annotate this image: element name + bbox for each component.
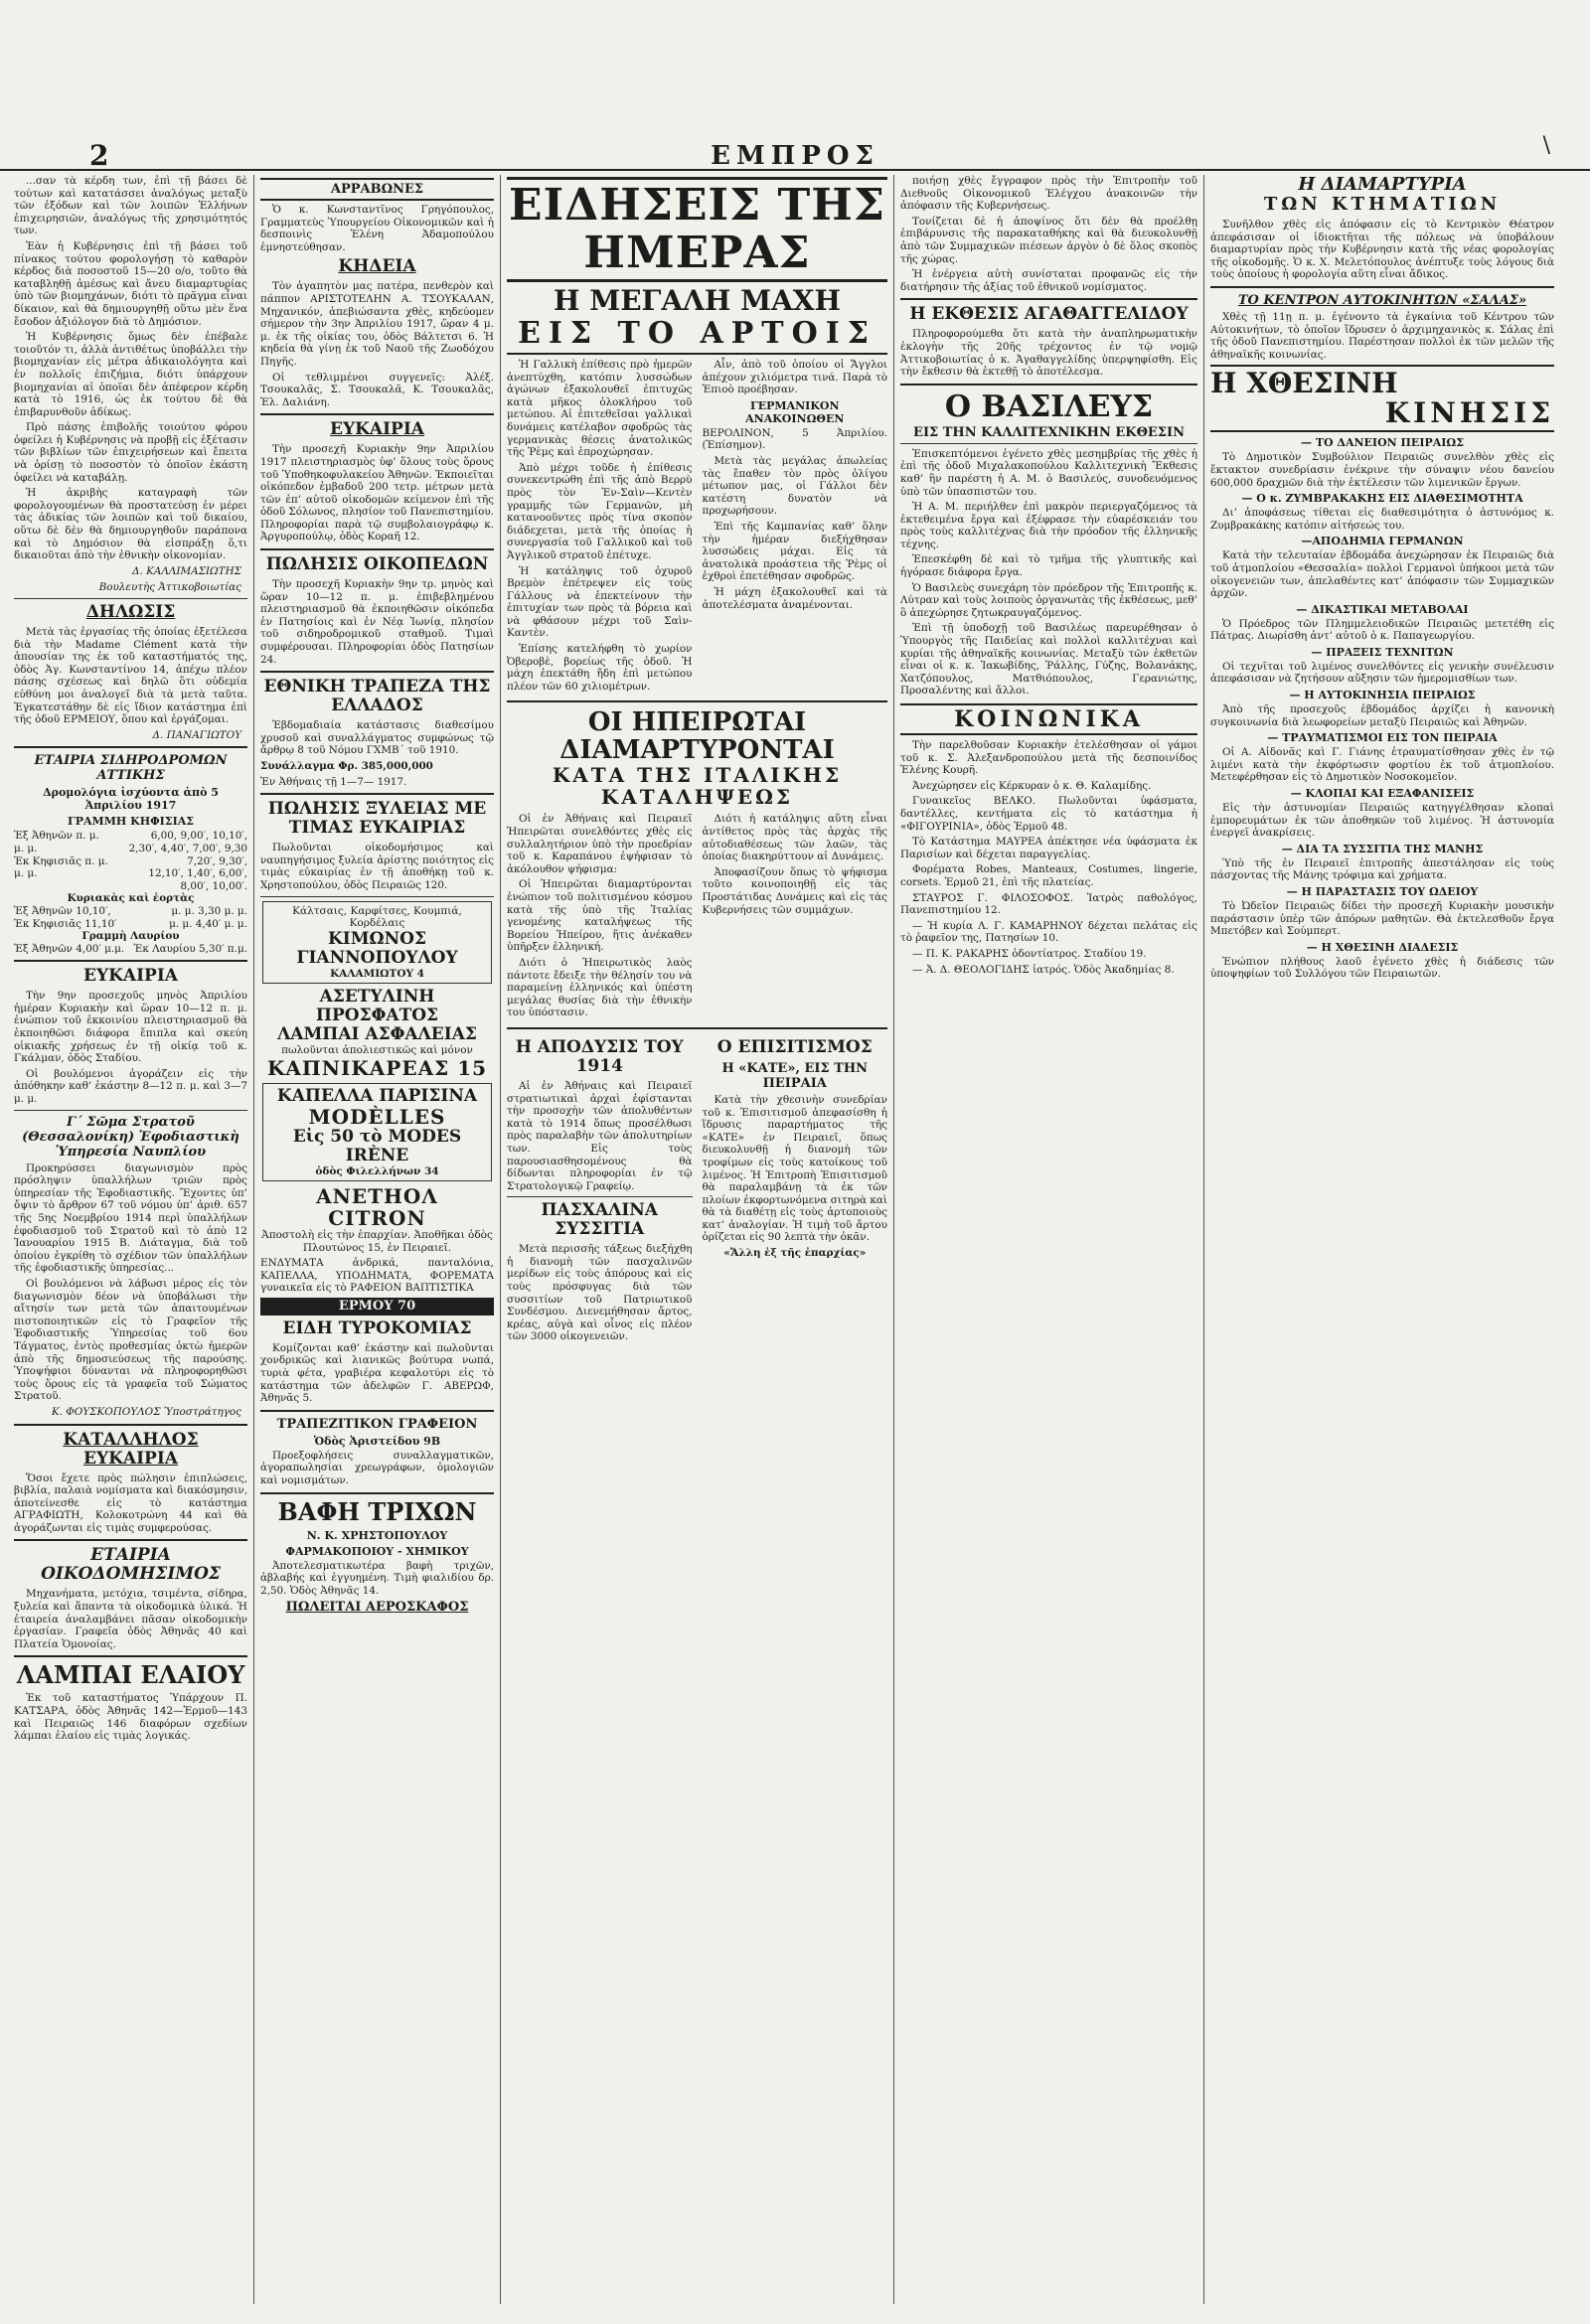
- column-2: ΑΡΡΑΒΩΝΕΣ Ὁ κ. Κωνσταντῖνος Γρηγόπουλος, Γραμματεὺς Ὑπουργείου Οἰκονομικῶν καὶ ἡ δεσποινὶς Ἑλένη Ἀδαμοπούλου ἐμνηστεύθησαν. ΚΗΔΕΙΑ Τὸν ἀγαπητὸν μας πατέρα, πενθερὸν καὶ πάππον ΑΡΙΣΤΟΤΕΛΗΝ Α. ΤΣΟΥΚΑΛΑΝ, Μηχανικόν, ἀπεβιώσαντα χθὲς, κηδεύομεν σήμερον τὴν 3ην Ἀπριλίου 1917, ὥραν 4 μ. μ. ἐκ τῆς οἰκίας του, ὁδὸς Βάλτετσι 6. Ἡ κηδεία θὰ γίνῃ ἐκ τοῦ Ναοῦ τῆς Ζωοδόχου Πηγῆς. Οἱ τεθλιμμένοι συγγενεῖς: Ἀλέξ. Τσουκαλᾶς, Σ. Τσουκαλᾶ, Κ. Τσουκαλᾶς, Ἑλ. Δαλιάνη. ΕΥΚΑΙΡΙΑ Τὴν προσεχῆ Κυριακὴν 9ην Ἀπριλίου 1917 πλειστηριασμὸς ὑφ’ ὅλους τοὺς ὅρους τοῦ Ὑποθηκοφυλακείου Ἀθηνῶν. Ἐκποιεῖται οἰκόπεδον ἐμβαδοῦ 200 τετρ. μέτρων μετὰ τῶν ἐπ’ αὐτοῦ οἰκοδομῶν κείμενον ἐπὶ τῆς ὁδοῦ Σόλωνος, πλησίον τοῦ Πανεπιστημίου. Πληροφορίαι παρὰ τῷ συμβολαιογράφῳ κ. Ἀργυροπούλῳ, ὁδὸς Κοραῆ 12. ΠΩΛΗΣΙΣ ΟΙΚΟΠΕΔΩΝ Τὴν προσεχῆ Κυριακὴν 9ην τρ. μηνὸς καὶ ὥραν 10—12 π. μ. ἐπιβεβλημένου πλειστηριασμοῦ θὰ ἐκποιηθῶσιν οἰκόπεδα ἐν Πατησίοις καὶ ἐν Νέᾳ Ἰωνίᾳ, πλησίον τοῦ σιδηροδρομικοῦ σταθμοῦ. Τιμαὶ συμφέρουσαι. Πληροφορίαι ὁδὸς Πατησίων 24. ΕΘΝΙΚΗ ΤΡΑΠΕΖΑ ΤΗΣ ΕΛΛΑΔΟΣ Ἐβδομαδιαία κατάστασις διαθεσίμου χρυσοῦ καὶ συναλλάγματος συμφώνως τῷ ἄρθρῳ 8 τοῦ Νόμου ΓΧΜΒ΄ τοῦ 1910. Συνάλλαγμα Φρ. 385,000,000 Ἐν Ἀθήναις τῇ 1—7— 1917. ΠΩΛΗΣΙΣ ΞΥΛΕΙΑΣ ΜΕ ΤΙΜΑΣ ΕΥΚΑΙΡΙΑΣ Πωλοῦνται οἰκοδομήσιμος καὶ ναυπηγήσιμος ξυλεία ἀρίστης ποιότητος εἰς τιμὰς εὐκαιρίας ἐν τῇ ἀποθήκῃ τοῦ κ. Χρηστοπούλου, ὁδὸς Πειραιῶς 120. Κάλτσαις, Καρφίτσες, Κουμπιά, Κορδέλαις ΚΙΜΩΝΟΣ ΓΙΑΝΝΟΠΟΥΛΟΥ ΚΑΛΑΜΙΩΤΟΥ 4 ΑΣΕΤΥΛΙΝΗ ΠΡΟΣΦΑΤΟΣ ΛΑΜΠΑΙ ΑΣΦΑΛΕΙΑΣ πωλοῦνται ἀπολιεστικῶς καὶ μόνον ΚΑΠΝΙΚΑΡΕΑΣ 15 ΚΑΠΕΛΛΑ ΠΑΡΙΣΙΝΑ MODÈLLES Εἰς 50 τὸ MODES IRÈNE ὁδὸς Φιλελλήνων 34 ΑΝΕΤΗΟΛ CITRON Ἀποστολὴ εἰς τὴν ἐπαρχίαν. Ἀποθῆκαι ὁδὸς Πλουτώνος 15, ἐν Πειραιεῖ. ΕΝΔΥΜΑΤΑ ἀνδρικά, πανταλόνια, ΚΑΠΕΛΛΑ, ΥΠΟΔΗΜΑΤΑ, ΦΟΡΕΜΑΤΑ γυναικεῖα εἰς τὸ ΡΑΦΕΙΟΝ ΒΑΠΤΙΣΤΙΚΑ ΕΡΜΟΥ 70 ΕΙΔΗ ΤΥΡΟΚΟΜΙΑΣ Κομίζονται καθ’ ἑκάστην καὶ πωλοῦνται χονδρικῶς καὶ λιανικῶς βούτυρα νωπά, τυριὰ φέτα, γραβιέρα κεφαλοτύρι εἰς τὸ κατάστημα τῶν ἀδελφῶν Γ. ΑΒΕΡΩΦ, Ἀθηνᾶς 5. ΤΡΑΠΕΖΙΤΙΚΟΝ ΓΡΑΦΕΙΟΝ Ὁδὸς Ἀριστείδου 9Β Προεξοφλήσεις συναλλαγματικῶν, ἀγοραπωλησίαι χρεωγράφων, ὁμολογιῶν καὶ νομισμάτων. ΒΑΦΗ ΤΡΙΧΩΝ Ν. Κ. ΧΡΗΣΤΟΠΟΥΛΟΥ ΦΑΡΜΑΚΟΠΟΙΟΥ - ΧΗΜΙΚΟΥ Ἀποτελεσματικωτέρα βαφὴ τριχῶν, ἀβλαβής καὶ ἐγγυημένη. Τιμὴ φιαλιδίου δρ. 2,50. Ὁδὸς Ἀθηνᾶς 14. ΠΩΛΕΙΤΑΙ ΑΕΡΟΣΚΑΦΟΣ: [254, 175, 501, 2304]
- heading-arravones: ΑΡΡΑΒΩΝΕΣ: [260, 178, 494, 201]
- paragraph: Ἡ ἐνέργεια αὐτὴ συνίσταται προφανῶς εἰς τὴν διατήρησιν τῆς ἀξίας τοῦ ἐθνικοῦ νομίσματος.: [900, 268, 1197, 293]
- paragraph: Κατὰ τὴν χθεσινὴν συνεδρίαν τοῦ κ. Ἐπισιτισμοῦ ἀπεφασίσθη ἡ ἵδρυσις παραρτήματος τῆς «ΚΑΤΕ» ἐν Πειραιεῖ, ὅπως διευκολυνθῇ ἡ διανομὴ τῶν τροφίμων εἰς τοὺς κατοίκους τοῦ λιμένος. Ἡ Ἐπιτροπὴ Ἐπισιτισμοῦ θὰ παραλαμβάνῃ τὰ ἐκ τῶν πλοίων ἐκφορτωνόμενα σιτηρὰ καὶ θὰ τὰ διαθέτῃ εἰς τοὺς ἀρτοποιοὺς κατ’ ἀναλογίαν. Ἡ τιμὴ τοῦ ἄρτου ὁρίζεται εἰς 90 λεπτὰ τὴν ὀκᾶν.: [702, 1093, 887, 1244]
- timetable-row: Γραμμὴ Λαυρίου: [81, 930, 180, 943]
- item-heading: — ΚΛΟΠΑΙ ΚΑΙ ΕΞΑΦΑΝΙΣΕΙΣ: [1290, 787, 1475, 801]
- item-heading: — ΔΙΑ ΤΑ ΣΥΣΣΙΤΙΑ ΤΗΣ ΜΑΝΗΣ: [1281, 842, 1484, 855]
- headline-kinisis: ΚΙΝΗΣΙΣ: [1210, 398, 1554, 432]
- signature: Δ. ΠΑΝΑΓΙΩΤΟΥ: [152, 728, 241, 741]
- paragraph: Ὁ κ. Κωνσταντῖνος Γρηγόπουλος, Γραμματεὺς Ὑπουργείου Οἰκονομικῶν καὶ ἡ δεσποινὶς Ἑλένη Ἀδαμοπούλου ἐμνηστεύθησαν.: [260, 204, 494, 253]
- paragraph: Γυναικεῖος ΒΕΛΚΟ. Πωλοῦνται ὑφάσματα, δαντέλλες, κεντήματα εἰς τὸ κατάστημα ἡ «ΦΙΓΟΥΡΙΝΙΑ», ὁδὸς Ἑρμοῦ 48.: [900, 795, 1197, 833]
- paragraph: Ὁ Βασιλεὺς συνεχάρη τὸν πρόεδρον τῆς Ἐπιτροπῆς κ. Λύτραν καὶ τοὺς λοιποὺς ὀργανωτὰς τῆς ἐκθέσεως, μεθ’ ὃ ἀπεχώρησε ζητωκραυγαζόμενος.: [900, 581, 1197, 619]
- headline-ipirotai: ΟΙ ΗΠΕΙΡΩΤΑΙ ΔΙΑΜΑΡΤΥΡΟΝΤΑΙ: [559, 707, 835, 766]
- ad-asetylini: ΑΣΕΤΥΛΙΝΗ ΠΡΟΣΦΑΤΟΣ ΛΑΜΠΑΙ ΑΣΦΑΛΕΙΑΣ πωλοῦνται ἀπολιεστικῶς καὶ μόνον ΚΑΠΝΙΚΑΡΕΑΣ 15: [266, 987, 488, 1080]
- heading-trapezitikon: ΤΡΑΠΕΖΙΤΙΚΟΝ ΓΡΑΦΕΙΟΝ: [276, 1416, 478, 1432]
- paragraph: Ἐπισκεπτόμενοι ἐγένετο χθὲς μεσημβρίας τῆς χθὲς ἡ ἐπὶ τῆς ὁδοῦ Μιχαλακοπούλου Καλλιτεχνικὴ Ἔκθεσις καθ’ ἣν παρέστη ἡ Α. Μ. ὁ Βασιλεύς, συνοδευόμενος ὑπὸ τῶν ὑπασπιστῶν του.: [900, 447, 1197, 498]
- battle-story: [507, 359, 887, 696]
- timetable-row: μ. μ. 2,30′, 4,40′, 7,00′, 9,30: [14, 842, 247, 854]
- paragraph: Ἡ ἀκριβὴς καταγραφὴ τῶν φορολογουμένων θὰ προστατεύσῃ ἐν μέρει τὰς ἀδικίας τῶν λοιπῶν καὶ τοῦ δικαίου, οὕτω δὲ δὲν θὰ δημιουργηθοῦν παράπονα καὶ τὸ Δημόσιον θὰ εἰσπράξῃ ὅ,τι δικαιοῦται ἀπὸ τὴν ἐθνικὴν οἰκονομίαν.: [14, 487, 247, 562]
- signature-title: Βουλευτὴς Ἀττικοβοιωτίας: [98, 581, 241, 594]
- paragraph: Ἡ κατάληψις τοῦ ὀχυροῦ Βρεμὸν ἐπέτρεψεν εἰς τοὺς Γάλλους νὰ ἐπεκτείνουν τὴν ἐπιτυχίαν των πρὸς τὰ βόρεια καὶ νὰ φθάσουν μέχρι τοῦ Σαὶν-Καντὲν.: [507, 564, 693, 640]
- heading-vafi: ΒΑΦΗ ΤΡΙΧΩΝ: [277, 1496, 477, 1526]
- heading-kideia: ΚΗΔΕΙΑ: [338, 256, 416, 277]
- paragraph: — Ἀ. Δ. ΘΕΟΛΟΓΙΔΗΣ ἰατρός. Ὁδὸς Ἀκαδημίας 8.: [912, 963, 1175, 976]
- heading-tyrokomia: ΕΙΔΗ ΤΥΡΟΚΟΜΙΑΣ: [282, 1317, 472, 1338]
- heading-troops: Γ΄ Σῶμα Στρατοῦ (Θεσσαλονίκη) Ἐφοδιαστικὴ Ὑπηρεσία Ναυπλίου: [22, 1114, 239, 1160]
- page-number: 2: [89, 139, 109, 172]
- headline-king: Ο ΒΑΣΙΛΕΥΣ: [944, 388, 1154, 424]
- heading-dilosis: ΔΗΛΩΣΙΣ: [85, 602, 176, 622]
- paragraph: Πρὸ πάσης ἐπιβολῆς τοιούτου φόρου ὀφείλει ἡ Κυβέρνησις νὰ προβῇ εἰς ἐξέτασιν τῶν βιβλίων τῶν ἐπιχειρήσεων καὶ ἔπειτα νὰ ὁρίσῃ τὸ ποσοστὸν τὸ ὁποῖον ἐκάστη ὀφείλει νὰ καταβάλῃ.: [14, 421, 247, 484]
- column-3: [501, 175, 894, 2304]
- timetable-row: Ἐκ Κηφισιᾶς π. μ. 7,20′, 9,30′,: [14, 854, 247, 867]
- headline: Η ΜΕΓΑΛΗ ΜΑΧΗ: [554, 284, 841, 317]
- ipirotai-story: [507, 813, 887, 1022]
- paragraph: Ἀνεχώρησεν εἰς Κέρκυραν ὁ κ. Θ. Καλαμίδης.: [912, 779, 1152, 792]
- col1-intro: [14, 175, 247, 562]
- heading-katallilos: ΚΑΤΑΛΛΗΛΟΣ ΕΥΚΑΙΡΙΑ: [63, 1429, 199, 1469]
- paragraph: Χθὲς τῇ 11ῃ π. μ. ἐγένοντο τὰ ἐγκαίνια τοῦ Κέντρου τῶν Αὐτοκινήτων, τὸ ὁποῖον ἵδρυσεν ὁ ἀρχιμηχανικὸς κ. Σάλας ἐπὶ τῆς ὁδοῦ Πανεπιστημίου. Παρέστησαν πολλοὶ ἐκ τῶν μελῶν τῆς ἀθηναϊκῆς κοινωνίας.: [1210, 310, 1554, 361]
- heading-etairia: ΕΤΑΙΡΙΑ ΟΙΚΟΔΟΜΗΣΙΜΟΣ: [41, 1545, 221, 1585]
- paragraph: Οἱ Α. Αἰδονᾶς καὶ Γ. Γιάνης ἐτραυματίσθησαν χθὲς ἐν τῷ λιμένι κατὰ τὴν ἐκφόρτωσιν φορτίου ἐκ τοῦ ἀτμοπλοίου. Μετεφέρθησαν εἰς τὸ Δημοτικὸν Νοσοκομεῖον.: [1210, 746, 1554, 784]
- timetable-row: Ἐξ Ἀθηνῶν π. μ. 6,00, 9,00′, 10,10′,: [14, 830, 247, 843]
- paragraph: ΕΝΔΥΜΑΤΑ ἀνδρικά, πανταλόνια, ΚΑΠΕΛΛΑ, ΥΠΟΔΗΜΑΤΑ, ΦΟΡΕΜΑΤΑ γυναικεῖα εἰς τὸ ΡΑΦΕΙΟΝ ΒΑΠΤΙΣΤΙΚΑ: [260, 1257, 494, 1295]
- item-heading: — ΤΡΑΥΜΑΤΙΣΜΟΙ ΕΙΣ ΤΟΝ ΠΕΙΡΑΙΑ: [1267, 731, 1498, 745]
- heading-aeroskafos: ΠΩΛΕΙΤΑΙ ΑΕΡΟΣΚΑΦΟΣ: [285, 1600, 469, 1616]
- paragraph: Προεξοφλήσεις συναλλαγματικῶν, ἀγοραπωλησίαι χρεωγράφων, ὁμολογιῶν καὶ νομισμάτων.: [260, 1449, 494, 1486]
- paragraph: Οἱ τεθλιμμένοι συγγενεῖς: Ἀλέξ. Τσουκαλᾶς, Σ. Τσουκαλᾶ, Κ. Τσουκαλᾶς, Ἑλ. Δαλιάνη.: [260, 371, 494, 408]
- paragraph: Ἡ μάχη ἐξακολουθεῖ καὶ τὰ ἀποτελέσματα ἀναμένονται.: [702, 585, 887, 611]
- item-heading: — ΠΡΑΞΕΙΣ ΤΕΧΝΙΤΩΝ: [1311, 645, 1454, 659]
- paragraph: Ἐὰν ἡ Κυβέρνησις ἐπὶ τῇ βάσει τοῦ πίνακος τούτου φορολογήσῃ τὸ καθαρὸν κέρδος διὰ ποσοστοῦ 15—20 ο/ο, τοῦτο θὰ καταβληθῇ ἀμέσως καὶ ἄνευ διαμαρτυρίας ὑπὸ τῶν βιομηχάνων, διότι τὸ πρᾶγμα εἶναι δίκαιον, καὶ θὰ δημιουργηθῇ οὕτω μὲν ἕνα ἔσοδον ἀξιόλογον διὰ τὸ Δημόσιον.: [14, 239, 247, 328]
- paragraph: Εἰς τὴν ἀστυνομίαν Πειραιῶς κατηγγέλθησαν κλοπαὶ ἐμπορευμάτων ἐκ τῶν ἀποθηκῶν τοῦ λιμένος. Ἡ ἀστυνομία ἐνεργεῖ ἀνακρίσεις.: [1210, 802, 1554, 840]
- margin-mark: \: [1542, 133, 1550, 158]
- news-items: [1210, 436, 1554, 981]
- paragraph: Τὴν προσεχῆ Κυριακὴν 9ην τρ. μηνὸς καὶ ὥραν 10—12 π. μ. ἐπιβεβλημένου πλειστηριασμοῦ θὰ ἐκποιηθῶσιν οἰκόπεδα ἐν Πατησίοις καὶ ἐν Νέᾳ Ἰωνίᾳ, πλησίον τοῦ σιδηροδρομικοῦ σταθμοῦ. Τιμαὶ συμφέρουσαι. Πληροφορίαι ὁδὸς Πατησίων 24.: [260, 578, 494, 666]
- item-heading: — Η ΠΑΡΑΣΤΑΣΙΣ ΤΟΥ ΩΔΕΙΟΥ: [1286, 885, 1479, 898]
- paragraph: Ἐνώπιον πλήθους λαοῦ ἐγένετο χθὲς ἡ διάδεσις τῶν ὑποψηφίων τοῦ Συλλόγου τῶν Πειραιωτῶν.: [1210, 955, 1554, 981]
- paragraph: — Π. Κ. ΡΑΚΑΡΗΣ ὁδοντίατρος. Σταδίου 19.: [912, 947, 1147, 960]
- paragraph: Τὴν 9ην προσεχοῦς μηνὸς Ἀπριλίου ἡμέραν Κυριακὴν καὶ ὥραν 10—12 π. μ. ἐνώπιον τοῦ ἐκκοινίου πλειστηριασμοῦ θὰ ἐκποιηθῶσι διάφορα ἔπιπλα καὶ σκεύη οἰκιακῆς χρήσεως ἐν τῇ οἰκίᾳ τοῦ κ. Γκάλμαν, ὁδὸς Σταδίου.: [14, 990, 247, 1065]
- paragraph: Ὅσοι ἔχετε πρὸς πώλησιν ἐπιπλώσεις, βιβλία, παλαιὰ νομίσματα καὶ διακόσμησιν, ἀποτείνεσθε εἰς τὸ κατάστημα ΑΓΡΑΦΙΩΤΗ, Κολοκοτρώνη 44 καὶ θὰ ἀγοράζωνται εἰς τιμὰς συμφερούσας.: [14, 1472, 247, 1534]
- ad-anethol: ΑΝΕΤΗΟΛ CITRON Ἀποστολὴ εἰς τὴν ἐπαρχίαν. Ἀποθῆκαι ὁδὸς Πλουτώνος 15, ἐν Πειραιεῖ.: [261, 1184, 493, 1254]
- heading-polisis-oikopedon: ΠΩΛΗΣΙΣ ΟΙΚΟΠΕΔΩΝ: [265, 554, 489, 575]
- headline-apolysis: Η ΑΠΟΔΥΣΙΣ ΤΟΥ 1914: [515, 1036, 684, 1076]
- paragraph: Οἱ βουλόμενοι ἀγοράζειν εἰς τὴν ἀπόθηκην καθ’ ἑκάστην 8—12 π. μ. καὶ 3—7 μ. μ.: [14, 1067, 247, 1106]
- paragraph: Πωλοῦνται οἰκοδομήσιμος καὶ ναυπηγήσιμος ξυλεία ἀρίστης ποιότητος εἰς τιμὰς εὐκαιρίας ἐν τῇ ἀποθήκῃ τοῦ κ. Χρηστοπούλου, ὁδὸς Πειραιῶς 120.: [260, 842, 494, 891]
- headline-xthesini: Η ΧΘΕΣΙΝΗ: [1210, 365, 1554, 398]
- heading-eukairia-2: ΕΥΚΑΙΡΙΑ: [330, 419, 424, 440]
- shop-name: ΚΙΜΩΝΟΣ ΓΙΑΝΝΟΠΟΥΛΟΥ: [296, 928, 458, 968]
- paragraph: Οἱ ἐν Ἀθήναις καὶ Πειραιεῖ Ἠπειρῶται συνελθόντες χθὲς εἰς συλλαλητήριον ὑπὸ τὴν προεδρίαν τοῦ κ. Καραπάνου ἐψήφισαν τὸ ἀκόλουθον ψήφισμα:: [507, 813, 693, 875]
- ad-kapella: ΚΑΠΕΛΛΑ ΠΑΡΙΣΙΝΑ MODÈLLES Εἰς 50 τὸ MODES IRÈNE ὁδὸς Φιλελλήνων 34: [262, 1083, 492, 1182]
- paragraph: Οἱ τεχνῖται τοῦ λιμένος συνελθόντες εἰς γενικὴν συνέλευσιν ἀπεφάσισαν νὰ ζητήσουν αὔξησιν τῶν ἡμερομισθίων των.: [1210, 660, 1554, 686]
- paragraph: Διότι ἡ κατάληψις αὕτη εἶναι ἀντίθετος πρὸς τὰς ἀρχὰς τῆς αὐτοδιαθέσεως τῶν λαῶν, τὰς ὁποίας διακηρύττουν αἱ Δυνάμεις.: [702, 813, 887, 863]
- paragraph: Τὴν προσεχῆ Κυριακὴν 9ην Ἀπριλίου 1917 πλειστηριασμὸς ὑφ’ ὅλους τοὺς ὅρους τοῦ Ὑποθηκοφυλακείου Ἀθηνῶν. Ἐκποιεῖται οἰκόπεδον ἐμβαδοῦ 200 τετρ. μέτρων μετὰ τῶν ἐπ’ αὐτοῦ οἰκοδομῶν κείμενον ἐπὶ τῆς ὁδοῦ Σόλωνος, πλησίον τοῦ Πανεπιστημίου. Πληροφορίαι παρὰ τῷ συμβολαιογράφῳ κ. Ἀργυροπούλῳ, ὁδὸς Κοραῆ 12.: [260, 443, 494, 543]
- bank-figure: Συνάλλαγμα Φρ. 385,000,000: [260, 760, 433, 772]
- paragraph: — Ἡ κυρία Λ. Γ. ΚΑΜΑΡΗΝΟΥ δέχεται πελάτας εἰς τὸ ῥαφεῖον της, Πατησίων 10.: [900, 919, 1197, 945]
- timetable: [14, 830, 247, 955]
- paragraph: Ἐπὶ τῇ ὑποδοχῇ τοῦ Βασιλέως παρευρέθησαν ὁ Ὑπουργὸς τῆς Παιδείας καὶ πολλοὶ καλλιτέχναι καὶ κυρίαι τῆς ἀθηναϊκῆς κοινωνίας. Μεταξὺ τῶν ἐκθετῶν εἶναι οἱ κ. κ. Ἰακωβίδης, Ῥάλλης, Γύζης, Βολανάκης, Χατζόπουλος, Ματθιόπουλος, Γερανιώτης, Προσαλέντης καὶ ἄλλοι.: [900, 622, 1197, 697]
- timetable-row: Ἐξ Ἀθηνῶν 4,00′ μ.μ. Ἐκ Λαυρίου 5,30′ π.μ.: [14, 942, 247, 955]
- headline-kentron: ΤΟ ΚΕΝΤΡΟΝ ΑΥΤΟΚΙΝΗΤΩΝ «ΣΑΛΑΣ»: [1237, 292, 1527, 308]
- paragraph: Ἡ Α. Μ. περιήλθεν ἐπὶ μακρὸν περιεργαζόμενος τὰ ἐκτεθειμένα ἔργα καὶ ἐξέφρασε τὴν εὐαρέσκειάν του πρὸς τοὺς καλλιτέχνας διὰ τὴν πρόοδον τῆς ἑλληνικῆς τέχνης.: [900, 501, 1197, 550]
- headline-king-sub: ΕΙΣ ΤΗΝ ΚΑΛΛΙΤΕΧΝΙΚΗΝ ΕΚΘΕΣΙΝ: [900, 425, 1197, 444]
- headline-diamartyria-sub: ΤΩΝ ΚΤΗΜΑΤΙΩΝ: [1263, 194, 1502, 215]
- item-heading: — Η ΑΥΤΟΚΙΝΗΣΙΑ ΠΕΙΡΑΙΩΣ: [1289, 689, 1476, 702]
- paragraph: Πληροφορούμεθα ὅτι κατὰ τὴν ἀναπληρωματικὴν ἐκλογὴν τῆς 20ῆς τρέχοντος ἐν τῷ νομῷ Ἀττικοβοιωτίας ὁ κ. Ἀγαθαγγελίδης ὑπερψηφίσθη. Εἰς τὴν ἔκθεσιν θὰ ἐκτεθῇ τὸ ἀποτέλεσμα.: [900, 328, 1197, 379]
- bank-date: Ἐν Ἀθήναις τῇ 1—7— 1917.: [260, 775, 407, 788]
- timetable-row: Κυριακὰς καὶ ἑορτὰς: [67, 892, 195, 905]
- column-1: [8, 175, 254, 2304]
- column-5: [1204, 175, 1560, 2304]
- paragraph: Τὸ Κατάστημα ΜΑΥΡΕΑ ἀπέκτησε νέα ὑφάσματα ἐκ Παρισίων καὶ δέχεται παραγγελίας.: [900, 836, 1197, 860]
- heading-rail: ΕΤΑΙΡΙΑ ΣΙΔΗΡΟΔΡΟΜΩΝ ΑΤΤΙΚΗΣ: [34, 753, 228, 784]
- paragraph: Ὑπὸ τῆς ἐν Πειραιεῖ ἐπιτροπῆς ἀπεστάλησαν εἰς τοὺς πάσχοντας τῆς Μάνης τρόφιμα καὶ χρήματα.: [1210, 856, 1554, 882]
- section-title: ΕΙΔΗΣΕΙΣ ΤΗΣ ΗΜΕΡΑΣ: [507, 177, 887, 282]
- ad-ermou: ΕΡΜΟΥ 70: [260, 1298, 494, 1316]
- paragraph: Τὸ Ὠδεῖον Πειραιῶς δίδει τὴν προσεχῆ Κυριακὴν μουσικὴν παράστασιν ὑπὲρ τῶν ἀπόρων μαθητῶν. Θὰ ἐκτελεσθοῦν ἔργα Μπετόβεν καὶ Σούμπερτ.: [1210, 900, 1554, 938]
- paragraph: «Ἄλλη ἐξ τῆς ἐπαρχίας»: [723, 1247, 867, 1260]
- paragraph: Διότι ὁ Ἠπειρωτικὸς λαὸς πάντοτε ἔδειξε τὴν θέλησίν του νὰ παραμείνῃ ἑλληνικός καὶ ὑπέστη μεγάλας θυσίας διὰ τὴν ἐθνικὴν του ὑπόστασιν.: [507, 956, 693, 1019]
- paragraph: Δι’ ἀποφάσεως τίθεται εἰς διαθεσιμότητα ὁ ἀστυνόμος κ. Ζυμβρακάκης κατόπιν αἰτήσεώς του.: [1210, 507, 1554, 532]
- page-header: [0, 133, 1590, 172]
- paragraph: Ἐβδομαδιαία κατάστασις διαθεσίμου χρυσοῦ καὶ συναλλάγματος συμφώνως τῷ ἄρθρῳ 8 τοῦ Νόμου ΓΧΜΒ΄ τοῦ 1910.: [260, 719, 494, 757]
- headline-epistismos: Ο ΕΠΙΣΙΤΙΣΜΟΣ: [716, 1036, 873, 1057]
- lower-stories: [507, 1034, 887, 1346]
- paragraph: Ἡ Κυβέρνησις ὅμως δὲν ἐπέβαλε τοιοῦτόν τι, ἀλλὰ ἀντιθέτως ὑποβάλλει τὴν βιομηχανίαν εἰς μέτρα ἀδικαιολόγητα καὶ ἐν πολλοῖς ἐπιζήμια, διότι ὑπάρχουν βιομηχανίαι αἱ ὁποῖαι δὲν ἀπέφερον κέρδη κατὰ τὸ 1916, ὡς ἐκ τούτου δὲ θὰ ἐπιβαρυνθοῦν ἀδίκως.: [14, 331, 247, 418]
- paragraph: ΣΤΑΥΡΟΣ Γ. ΦΙΛΟΣΟΦΟΣ. Ἰατρὸς παθολόγος, Πανεπιστημίου 12.: [900, 891, 1197, 917]
- headline-diamartyria: Η ΔΙΑΜΑΡΤΥΡΙΑ: [1298, 175, 1467, 195]
- paragraph: Αἱ ἐν Ἀθήναις καὶ Πειραιεῖ στρατιωτικαὶ ἀρχαὶ ἐφίστανται τὴν προσοχὴν τῶν ἀπολυθέντων κατὰ τὸ 1914 ὅπως προσέλθωσι πρὸς παραλαβὴν τῶν ἀπολυτηρίων των. Εἰς τοὺς παρουσιασθησομένους θὰ δίδωνται πληροφορίαι ἐν τῷ Στρατολογικῷ Γραφείῳ.: [507, 1079, 693, 1192]
- item-heading: —ΑΠΟΔΗΜΙΑ ΓΕΡΜΑΝΩΝ: [1301, 535, 1464, 548]
- paragraph: Τὸ Δημοτικὸν Συμβούλιον Πειραιῶς συνελθὸν χθὲς εἰς ἔκτακτον συνεδρίασιν ἐνέκρινε τὴν σύναψιν νέου δανείου 600,000 δραχμῶν διὰ τὴν ἐκτέλεσιν τῶν λιμενικῶν ἔργων.: [1210, 451, 1554, 489]
- item-heading: — Η ΧΘΕΣΙΝΗ ΔΙΑΔΕΣΙΣ: [1306, 940, 1459, 954]
- paragraph: ποιήσῃ χθὲς ἔγγραφον πρὸς τὴν Ἐπιτροπὴν τοῦ Διεθνοῦς Οἰκονομικοῦ Ἐλέγχου ἀνακοινῶν τὴν ἀπόφασιν τῆς Κυβερνήσεως.: [900, 175, 1197, 213]
- signature: Κ. ΦΟΥΣΚΟΠΟΥΛΟΣ Ὑποστράτηγος: [51, 1405, 241, 1418]
- paragraph: Μηχανήματα, μετόχια, τσιμέντα, σίδηρα, ξυλεία καὶ ἅπαντα τὰ οἰκοδομικὰ ὑλικά. Ἡ ἐταιρεία ἀναλαμβάνει πᾶσαν οἰκοδομικὴν ἐργασίαν. Γραφεῖα ὁδὸς Ἀθηνᾶς 40 καὶ Πλατεία Ὁμονοίας.: [14, 1588, 247, 1650]
- paragraph: Οἱ Ἠπειρῶται διαμαρτύρονται ἐνώπιον τοῦ πολιτισμένου κόσμου κατὰ τῆς ὑπὸ τῆς Ἰταλίας γενομένης καταλήψεως τῆς Βορείου Ἠπείρου, ἥτις ἀνέκαθεν ὑπῆρξεν ἑλληνική.: [507, 878, 693, 954]
- headline-ipirotai-sub: ΚΑΤΑ ΤΗΣ ΙΤΑΛΙΚΗΣ ΚΑΤΑΛΗΨΕΩΣ: [552, 763, 843, 810]
- paragraph: Ἡ Γαλλικὴ ἐπίθεσις πρὸ ἡμερῶν ἀνεπτύχθη, κατόπιν λυσσώδων ἀγώνων ἐξακολουθεῖ ἐπιτυχῶς κατὰ μῆκος ὁλοκλήρου τοῦ μετώπου. Αἱ ἐπιτεθεῖσαι γαλλικαὶ δυνάμεις κατέλαβον σφοδρῶς τὰς γερμανικὰς θέσεις ἀνατολικῶς τῆς Ῥὲμς καὶ ἐπροχώρησαν.: [507, 359, 693, 459]
- paragraph: ...σαν τὰ κέρδη των, ἐπὶ τῇ βάσει δὲ τούτων καὶ κατατάσσει ἀναλόγως μεταξὺ τῶν ἐξόδων καὶ τῶν λοιπῶν Ἑλλήνων ἐπιχειρησιῶν, ἀναλόγως τῆς χρησιμότητός των.: [14, 175, 247, 237]
- paragraph: Ἐπὶ τῆς Καμπανίας καθ’ ὅλην τὴν ἡμέραν διεξήχθησαν λυσσώδεις μάχαι. Εἰς τὰ ἀνατολικὰ προάστεια τῆς Ῥὲμς οἱ ἐχθροὶ ἐπετέθησαν σφοδρῶς.: [702, 520, 887, 583]
- subheading: ΓΕΡΜΑΝΙΚΟΝ ΑΝΑΚΟΙΝΩΘΕΝ: [745, 398, 845, 425]
- paragraph: Ἀπὸ τῆς προσεχοῦς ἑβδομάδος ἀρχίζει ἡ κανονικὴ συγκοινωνία διὰ λεωφορείων μεταξὺ Πειραιῶς καὶ Ἀθηνῶν.: [1210, 703, 1554, 728]
- paragraph: Κομίζονται καθ’ ἑκάστην καὶ πωλοῦνται χονδρικῶς καὶ λιανικῶς βούτυρα νωπά, τυριὰ φέτα, γραβιέρα κεφαλοτύρι εἰς τὸ κατάστημα τῶν ἀδελφῶν Γ. ΑΒΕΡΩΦ, Ἀθηνᾶς 5.: [260, 1341, 494, 1405]
- paragraph: Φορέματα Robes, Manteaux, Costumes, lingerie, corsets. Ἐρμοῦ 21, ἐπὶ τῆς πλατείας.: [900, 863, 1197, 888]
- heading-ethniki-trapeza: ΕΘΝΙΚΗ ΤΡΑΠΕΖΑ ΤΗΣ ΕΛΛΑΔΟΣ: [263, 677, 491, 716]
- heading-lampai: ΛΑΜΠΑΙ ΕΛΑΙΟΥ: [16, 1660, 245, 1690]
- paragraph: Μετὰ τὰς μεγάλας ἀπωλείας τὰς ἔπαθεν τὸν πρὸς ὀλίγου μέτωπον μας, οἱ Γάλλοι δὲν κατέστη δυνατὸν νὰ προχωρήσουν.: [702, 454, 887, 518]
- item-heading: — ΤΟ ΔΑΝΕΙΟΝ ΠΕΙΡΑΙΩΣ: [1301, 436, 1464, 450]
- rail-subtitle: Δρομολόγια ἰσχύοντα ἀπὸ 5 Ἀπριλίου 1917: [43, 786, 219, 813]
- paragraph: Ἐπίσης κατελήφθη τὸ χωρίον Ὀβεροβὲ, βορείως τῆς ὁδοῦ. Ἡ μάχη ἐπεκτάθη ἤδη ἐπὶ μετώπου πλέον τῶν 60 χιλιομέτρων.: [507, 643, 693, 693]
- paragraph: Συνῆλθον χθὲς εἰς ἀπόφασιν εἰς τὸ Κεντρικὸν Θέατρον ἀπεφάσισαν οἱ ἰδιοκτῆται τῆς πόλεως νὰ ὑποβάλουν διαμαρτυρίαν πρὸς τὴν Κυβέρνησιν κατὰ τῆς νέας φορολογίας τῆς οἰκοδομῆς. Ὁ κ. Χ. Μελετόπουλος ἀνέπτυξε τοὺς λόγους διὰ τοὺς ὁποίους ἡ φορολογία αὕτη εἶναι ἄδικος.: [1210, 219, 1554, 281]
- dateline: ΒΕΡΟΛΙΝΟΝ, 5 Ἀπριλίου. (Ἐπίσημον).: [702, 426, 887, 452]
- paragraph: Κατὰ τὴν τελευταίαν ἑβδομάδα ἀνεχώρησαν ἐκ Πειραιῶς διὰ τοῦ ἀτμοπλοίου «Θεσσαλία» πολλοὶ Γερμανοὶ ὑπήκοοι μετὰ τῶν οἰκογενειῶν των, ἀπελαθέντες κατ’ ἀπόφασιν τῶν Συμμαχικῶν ἀρχῶν.: [1210, 549, 1554, 600]
- headline-koinonika: ΚΟΙΝΩΝΙΚΑ: [900, 703, 1197, 735]
- paragraph: Τὴν παρελθοῦσαν Κυριακὴν ἐτελέσθησαν οἱ γάμοι τοῦ κ. Σ. Ἀλεξανδροπούλου μετὰ τῆς δεσποινίδος Ἑλένης Κουρῆ.: [900, 739, 1197, 777]
- timetable-row: Ἐξ Ἀθηνῶν 10,10′, μ. μ. 3,30 μ. μ.: [14, 904, 247, 917]
- timetable-row: 8,00′, 10,00′.: [180, 879, 247, 892]
- paragraph: Αἶν, ἀπὸ τοῦ ὁποίου οἱ Ἄγγλοι ἀπέχουν χιλιόμετρα τινά. Παρὰ τὸ Ἐπιοὸ προέβησαν.: [702, 359, 887, 396]
- heading-eukairia: ΕΥΚΑΙΡΙΑ: [83, 966, 178, 987]
- paragraph: Τονίζεται δὲ ἡ ἀποψίνος ὅτι δὲν θὰ προέλθῃ ἐπιβάρυνσις τῆς παρακαταθήκης καὶ θὰ διευκολυνθῇ ἀπὸ τῶν Συμμαχικῶν πιέσεων ἀργὸν ὁ δὲ ὅλος σκοπὸς τῆς χώρας.: [900, 215, 1197, 265]
- headline-ekthesi: Η ΕΚΘΕΣΙΣ ΑΓΑΘΑΓΓΕΛΙΔΟΥ: [909, 304, 1189, 325]
- timetable-row: μ. μ. 12,10′, 1,40′, 6,00′,: [14, 867, 247, 880]
- paragraph: Ἐπεσκέφθη δὲ καὶ τὸ τμῆμα τῆς γλυπτικῆς καὶ ἠγόρασε διάφορα ἔργα.: [900, 553, 1197, 579]
- paragraph: Ἀπὸ μέχρι τοῦδε ἡ ἐπίθεσις συνεκεντρώθη ἐπὶ τῆς ἀπὸ Βερρὺ πρὸς τὸν Ἐν-Σαὶν—Κεντὲν γραμμῆς τῶν Γερμανῶν, μὴ κατανοοῦντες πρὸς τίνα σκοπὸν διάδεχεται, μετὰ τῆς ὁποίας ἡ συνεργασία τοῦ Γαλλικοῦ καὶ τοῦ Ἀγγλικοῦ στρατοῦ ἐπέτυχε.: [507, 461, 693, 561]
- heading-polisis-xyleias: ΠΩΛΗΣΙΣ ΞΥΛΕΙΑΣ ΜΕ ΤΙΜΑΣ ΕΥΚΑΙΡΙΑΣ: [267, 799, 487, 839]
- columns: [8, 175, 1560, 2304]
- paragraph: Τὸν ἀγαπητὸν μας πατέρα, πενθερὸν καὶ πάππον ΑΡΙΣΤΟΤΕΛΗΝ Α. ΤΣΟΥΚΑΛΑΝ, Μηχανικόν, ἀπεβιώσαντα χθὲς, κηδεύομεν σήμερον τὴν 3ην Ἀπριλίου 1917, ὥραν 4 μ. μ. ἐκ τῆς οἰκίας του, ὁδὸς Βάλτετσι 6. Ἡ κηδεία θὰ γίνῃ ἐκ τοῦ Ναοῦ τῆς Ζωοδόχου Πηγῆς.: [260, 280, 494, 368]
- paragraph: Ὁ Πρόεδρος τῶν Πλημμελειοδικῶν Πειραιῶς μετετέθη εἰς Πάτρας. Διωρίσθη ἀντ’ αὐτοῦ ὁ κ. Παπαγεωργίου.: [1210, 617, 1554, 643]
- paragraph: Ἐκ τοῦ καταστήματος Ὑπάρχουν Π. ΚΑΤΣΑΡΑ, ὁδὸς Ἀθηνᾶς 142—Ἐρμοῦ—143 καὶ Πειραιῶς 146 διαφόρων σχεδίων λάμπαι ἐλαίου εἰς τιμὰς λογικάς.: [14, 1692, 247, 1743]
- headline-epistismos-sub: Η «ΚΑΤΕ», ΕΙΣ ΤΗΝ ΠΕΙΡΑΙΑ: [721, 1060, 869, 1091]
- rail-line: ΓΡΑΜΜΗ ΚΗΦΙΣΙΑΣ: [67, 815, 195, 829]
- timetable-row: Ἐκ Κηφισιᾶς 11,10′ μ. μ. 4,40′ μ. μ.: [14, 917, 247, 930]
- item-heading: — ΔΙΚΑΣΤΙΚΑΙ ΜΕΤΑΒΟΛΑΙ: [1296, 602, 1469, 616]
- signature: Δ. ΚΑΛΛΙΜΑΣΙΩΤΗΣ: [131, 564, 241, 577]
- paragraph: Μετὰ περισσῆς τάξεως διεξήχθη ἡ διανομὴ τῶν πασχαλινῶν μερίδων εἰς τοὺς ἀπόρους καὶ εἰς τοὺς πρόσφυγας διὰ τῶν συσσιτίων τοῦ Πατριωτικοῦ Συνδέσμου. Διενεμήθησαν ἄρτος, κρέας, αὐγὰ καὶ οἶνος εἰς πλέον τῶν 3000 οἰκογενειῶν.: [507, 1243, 693, 1343]
- paragraph: Προκηρύσσει διαγωνισμὸν πρὸς πρόσληψιν ὑπαλλήλων τριῶν πρὸς ὑπηρεσίαν τῆς Ἐφοδιαστικῆς. Ἔχοντες ὑπ’ ὄψιν τὸ ἄρθρον 67 τοῦ νόμου ὑπ’ ἀριθ. 657 τῆς 5ης Νοεμβρίου 1914 περὶ ὑπαλλήλων ἐφοδιασμοῦ τοῦ Στρατοῦ καὶ τὸ ἀπὸ 12 Ἰανουαρίου 1915 Β. Διάταγμα, διὰ τοῦ ὁποίου ἐγκρίθη τὸ σχέδιον τῶν ὑπαλλήλων τῆς ἐφοδιαστικῆς ὑπηρεσίας...: [14, 1162, 247, 1275]
- paragraph: Ἀποφασίζουν ὅπως τὸ ψήφισμα τοῦτο κοινοποιηθῇ εἰς τὰς Προστάτιδας Δυνάμεις καὶ εἰς τὰς Κυβερνήσεις τῶν συμμάχων.: [702, 865, 887, 916]
- ad-kimonos: Κάλτσαις, Καρφίτσες, Κουμπιά, Κορδέλαις ΚΙΜΩΝΟΣ ΓΙΑΝΝΟΠΟΥΛΟΥ ΚΑΛΑΜΙΩΤΟΥ 4: [262, 901, 492, 985]
- column-4: [894, 175, 1204, 2304]
- headline-sub: ΕΙΣ ΤΟ ΑΡΤΟΙΣ: [507, 318, 887, 355]
- paragraph: Ἀποτελεσματικωτέρα βαφὴ τριχῶν, ἀβλαβής καὶ ἐγγυημένη. Τιμὴ φιαλιδίου δρ. 2,50. Ὁδὸς Ἀθηνᾶς 14.: [260, 1559, 494, 1597]
- headline-pasxa: ΠΑΣΧΑΛΙΝΑ ΣΥΣΣΙΤΙΑ: [541, 1200, 658, 1240]
- paragraph: Μετὰ τὰς ἐργασίας τῆς ὁποίας ἐξετέλεσα διὰ τὴν Madame Clément κατὰ τὴν ἀπουσίαν της ἐκ τοῦ καταστήματός της, ὁδὸς Ἀγ. Κωνσταντίνου 14, ἀπέχω πλέον πάσης σχέσεως καὶ δηλῶ ὅτι οὐδεμία εὐθύνη μοι ἀναλογεῖ διὰ τὰ μετὰ ταῦτα. Ἐγκατεστάθην δὲ εἰς ἴδιον κατάστημα ἐπὶ τῆς ὁδοῦ ΕΡΜΕΙΟΥ, ὅπου καὶ ἐργάζομαι.: [14, 626, 247, 726]
- paragraph: Οἱ βουλόμενοι νὰ λάβωσι μέρος εἰς τὸν διαγωνισμὸν δέον νὰ ὑποβάλωσι τὴν αἴτησίν των μετὰ τῶν ἀπαιτουμένων πιστοποιητικῶν εἰς τὸ Γραφεῖον τῆς Ἐφοδιαστικῆς Ὑπηρεσίας τοῦ 6ου Τάγματος, ἐντὸς προθεσμίας ὀκτὼ ἡμερῶν ἀπὸ τῆς δημοσιεύσεως τῆς παρούσης. Ὑποψήφιοι δύνανται νὰ πληροφορηθῶσι τοὺς ὅρους εἰς τὰ γραφεῖα τοῦ Σώματος Στρατοῦ.: [14, 1277, 247, 1403]
- masthead: ΕΜΠΡΟΣ: [711, 141, 879, 171]
- item-heading: — Ο κ. ΖΥΜΒΡΑΚΑΚΗΣ ΕΙΣ ΔΙΑΘΕΣΙΜΟΤΗΤΑ: [1241, 492, 1523, 506]
